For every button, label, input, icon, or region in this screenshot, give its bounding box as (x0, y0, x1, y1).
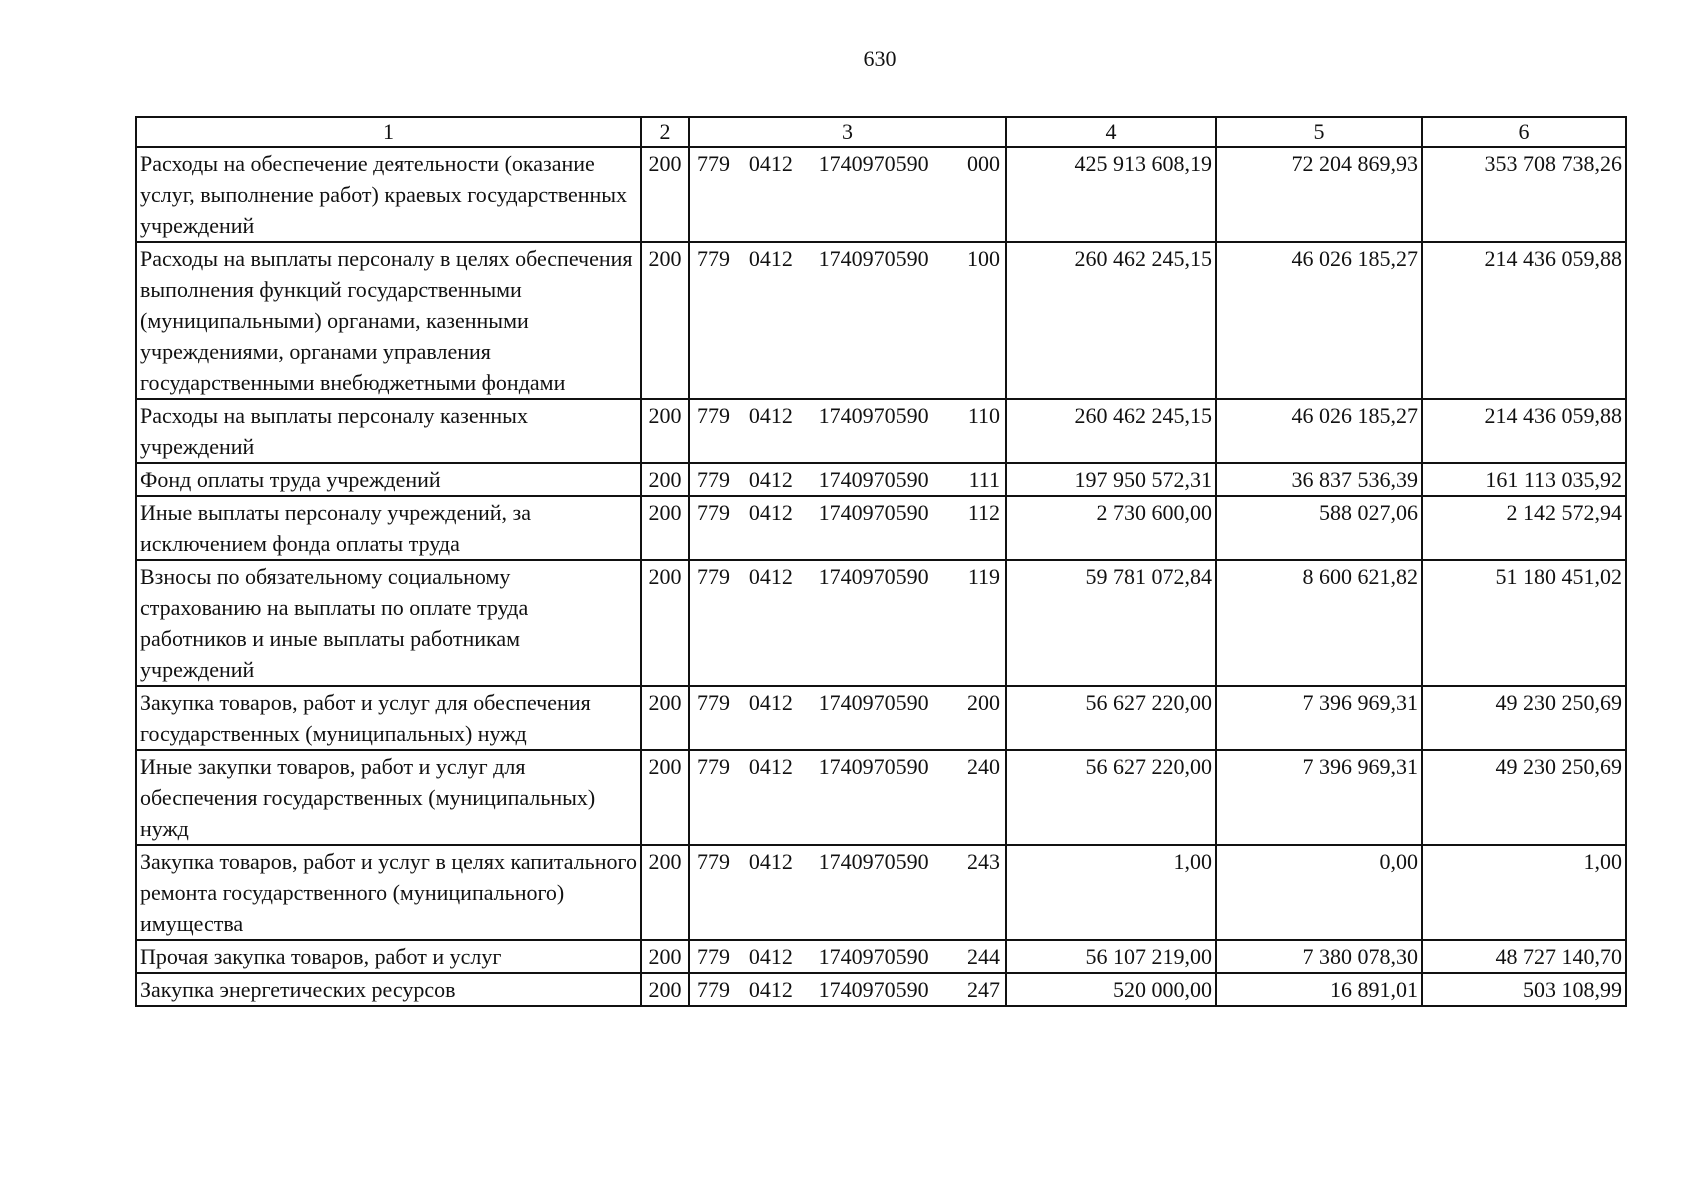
row-name-cell: Расходы на обеспечение деятельности (оказание услуг, выполнение работ) краевых государственных учреждений (136, 147, 641, 242)
target-item-code: 1740970590 (818, 500, 929, 525)
table-row (136, 940, 1626, 973)
classification-code-cell (689, 463, 1006, 496)
main-manager-code: 779 (697, 246, 730, 271)
expense-type-code: 110 (967, 403, 1000, 428)
expense-type-code: 247 (967, 977, 1000, 1002)
target-item-code: 1740970590 (818, 690, 929, 715)
approved-amount-cell: 425 913 608,19 (1006, 147, 1216, 242)
target-item-code: 1740970590 (818, 849, 929, 874)
row-name-cell: Закупка товаров, работ и услуг в целях капитального ремонта государственного (муниципального) имущества (136, 845, 641, 940)
expense-type-code: 000 (967, 151, 1000, 176)
classification-code-group (693, 400, 1002, 431)
table-row (136, 560, 1626, 686)
section-code-cell: 200 (641, 242, 689, 399)
section-subsection-code: 0412 (748, 151, 793, 176)
classification-code-cell (689, 686, 1006, 750)
section-subsection-code: 0412 (748, 403, 793, 428)
remaining-amount-cell: 49 230 250,69 (1422, 750, 1626, 845)
row-name-cell: Прочая закупка товаров, работ и услуг (136, 940, 641, 973)
row-name-cell: Расходы на выплаты персоналу казенных учреждений (136, 399, 641, 463)
approved-amount-cell: 197 950 572,31 (1006, 463, 1216, 496)
row-name-cell: Закупка товаров, работ и услуг для обеспечения государственных (муниципальных) нужд (136, 686, 641, 750)
table-row (136, 973, 1626, 1006)
executed-amount-cell: 46 026 185,27 (1216, 242, 1422, 399)
classification-code-group (693, 846, 1002, 877)
main-manager-code: 779 (697, 690, 730, 715)
table-row (136, 496, 1626, 560)
remaining-amount-cell: 51 180 451,02 (1422, 560, 1626, 686)
main-manager-code: 779 (697, 467, 730, 492)
header-cell: 4 (1006, 117, 1216, 147)
target-item-code: 1740970590 (818, 246, 929, 271)
classification-code-group (693, 974, 1002, 1005)
remaining-amount-cell: 161 113 035,92 (1422, 463, 1626, 496)
classification-code-group (693, 561, 1002, 592)
expense-type-code: 244 (967, 944, 1000, 969)
section-code-cell: 200 (641, 147, 689, 242)
target-item-code: 1740970590 (818, 944, 929, 969)
approved-amount-cell: 56 627 220,00 (1006, 686, 1216, 750)
section-subsection-code: 0412 (748, 500, 793, 525)
target-item-code: 1740970590 (818, 151, 929, 176)
table-body (136, 147, 1626, 1006)
approved-amount-cell: 56 627 220,00 (1006, 750, 1216, 845)
classification-code-cell (689, 973, 1006, 1006)
executed-amount-cell: 7 380 078,30 (1216, 940, 1422, 973)
classification-code-cell (689, 750, 1006, 845)
expense-type-code: 240 (967, 754, 1000, 779)
row-name-cell: Расходы на выплаты персоналу в целях обеспечения выполнения функций государственными (муниципальными) органами, казенными учреждениями, органами управления государственными внебюджетными фондами (136, 242, 641, 399)
remaining-amount-cell: 214 436 059,88 (1422, 399, 1626, 463)
section-code-cell: 200 (641, 496, 689, 560)
executed-amount-cell: 7 396 969,31 (1216, 686, 1422, 750)
classification-code-group (693, 941, 1002, 972)
row-name-cell: Закупка энергетических ресурсов (136, 973, 641, 1006)
section-subsection-code: 0412 (748, 690, 793, 715)
section-subsection-code: 0412 (748, 849, 793, 874)
section-subsection-code: 0412 (748, 564, 793, 589)
approved-amount-cell: 2 730 600,00 (1006, 496, 1216, 560)
section-code-cell: 200 (641, 686, 689, 750)
main-manager-code: 779 (697, 849, 730, 874)
executed-amount-cell: 0,00 (1216, 845, 1422, 940)
expense-type-code: 111 (968, 467, 1000, 492)
section-subsection-code: 0412 (748, 467, 793, 492)
header-cell: 6 (1422, 117, 1626, 147)
table-row (136, 750, 1626, 845)
approved-amount-cell: 1,00 (1006, 845, 1216, 940)
classification-code-group (693, 464, 1002, 495)
section-subsection-code: 0412 (748, 977, 793, 1002)
expense-type-code: 243 (967, 849, 1000, 874)
classification-code-group (693, 751, 1002, 782)
header-cell: 1 (136, 117, 641, 147)
executed-amount-cell: 8 600 621,82 (1216, 560, 1422, 686)
approved-amount-cell: 520 000,00 (1006, 973, 1216, 1006)
approved-amount-cell: 59 781 072,84 (1006, 560, 1216, 686)
target-item-code: 1740970590 (818, 754, 929, 779)
expense-type-code: 100 (967, 246, 1000, 271)
remaining-amount-cell: 503 108,99 (1422, 973, 1626, 1006)
target-item-code: 1740970590 (818, 403, 929, 428)
section-code-cell: 200 (641, 463, 689, 496)
classification-code-cell (689, 399, 1006, 463)
classification-code-cell (689, 147, 1006, 242)
remaining-amount-cell: 49 230 250,69 (1422, 686, 1626, 750)
target-item-code: 1740970590 (818, 977, 929, 1002)
classification-code-cell (689, 560, 1006, 686)
table-row (136, 686, 1626, 750)
classification-code-group (693, 243, 1002, 274)
main-manager-code: 779 (697, 403, 730, 428)
section-subsection-code: 0412 (748, 246, 793, 271)
section-subsection-code: 0412 (748, 754, 793, 779)
classification-code-cell (689, 845, 1006, 940)
executed-amount-cell: 16 891,01 (1216, 973, 1422, 1006)
approved-amount-cell: 56 107 219,00 (1006, 940, 1216, 973)
section-code-cell: 200 (641, 845, 689, 940)
table-header-row (136, 117, 1626, 147)
approved-amount-cell: 260 462 245,15 (1006, 242, 1216, 399)
row-name-cell: Взносы по обязательному социальному страхованию на выплаты по оплате труда работников и иные выплаты работникам учреждений (136, 560, 641, 686)
table-row (136, 147, 1626, 242)
table-row (136, 845, 1626, 940)
section-code-cell: 200 (641, 560, 689, 686)
expense-type-code: 112 (967, 500, 1000, 525)
section-code-cell: 200 (641, 940, 689, 973)
expense-type-code: 200 (967, 690, 1000, 715)
remaining-amount-cell: 48 727 140,70 (1422, 940, 1626, 973)
main-manager-code: 779 (697, 564, 730, 589)
executed-amount-cell: 36 837 536,39 (1216, 463, 1422, 496)
table-row (136, 463, 1626, 496)
header-cell: 5 (1216, 117, 1422, 147)
remaining-amount-cell: 214 436 059,88 (1422, 242, 1626, 399)
executed-amount-cell: 7 396 969,31 (1216, 750, 1422, 845)
remaining-amount-cell: 1,00 (1422, 845, 1626, 940)
section-code-cell: 200 (641, 750, 689, 845)
section-code-cell: 200 (641, 399, 689, 463)
main-manager-code: 779 (697, 151, 730, 176)
section-subsection-code: 0412 (748, 944, 793, 969)
budget-table (135, 116, 1627, 1007)
main-manager-code: 779 (697, 944, 730, 969)
remaining-amount-cell: 2 142 572,94 (1422, 496, 1626, 560)
executed-amount-cell: 46 026 185,27 (1216, 399, 1422, 463)
classification-code-group (693, 687, 1002, 718)
section-code-cell: 200 (641, 973, 689, 1006)
target-item-code: 1740970590 (818, 564, 929, 589)
expense-type-code: 119 (967, 564, 1000, 589)
header-cell: 2 (641, 117, 689, 147)
executed-amount-cell: 72 204 869,93 (1216, 147, 1422, 242)
header-cell: 3 (689, 117, 1006, 147)
row-name-cell: Фонд оплаты труда учреждений (136, 463, 641, 496)
row-name-cell: Иные закупки товаров, работ и услуг для обеспечения государственных (муниципальных) нужд (136, 750, 641, 845)
row-name-cell: Иные выплаты персоналу учреждений, за исключением фонда оплаты труда (136, 496, 641, 560)
classification-code-cell (689, 496, 1006, 560)
approved-amount-cell: 260 462 245,15 (1006, 399, 1216, 463)
main-manager-code: 779 (697, 754, 730, 779)
main-manager-code: 779 (697, 500, 730, 525)
executed-amount-cell: 588 027,06 (1216, 496, 1422, 560)
classification-code-group (693, 497, 1002, 528)
classification-code-cell (689, 242, 1006, 399)
classification-code-cell (689, 940, 1006, 973)
table-row (136, 242, 1626, 399)
table-row (136, 399, 1626, 463)
main-manager-code: 779 (697, 977, 730, 1002)
remaining-amount-cell: 353 708 738,26 (1422, 147, 1626, 242)
target-item-code: 1740970590 (818, 467, 929, 492)
page-number: 630 (863, 46, 897, 71)
classification-code-group (693, 148, 1002, 179)
